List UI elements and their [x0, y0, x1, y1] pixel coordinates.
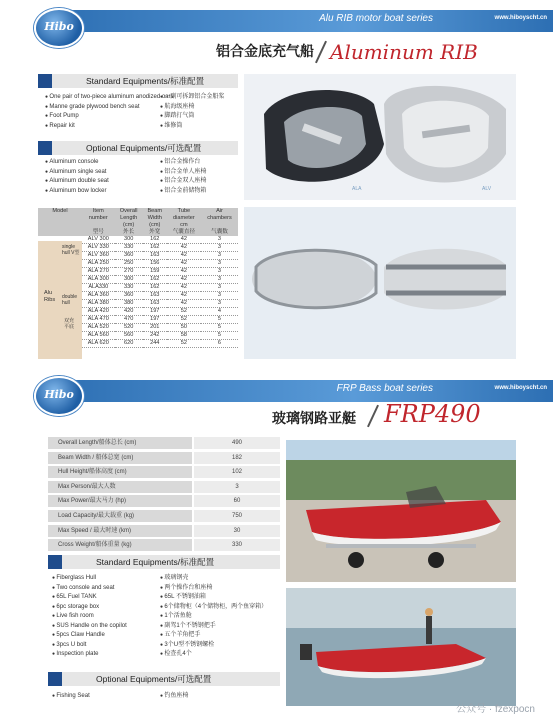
list-item: ● 铝合金单人座椅	[160, 168, 206, 178]
table-cell: ALA 250	[82, 260, 115, 268]
table-header-cell: cm	[167, 222, 201, 229]
table-row	[38, 332, 238, 340]
table-header-cell: 气囊数	[201, 229, 238, 236]
list-item: ● 航海级座椅	[160, 103, 224, 113]
table-cell: 5	[201, 316, 238, 324]
table-header-cell: Beam	[143, 208, 167, 215]
optional-equipment-list-en	[45, 158, 109, 196]
table-cell-spacer	[38, 300, 82, 308]
series-title: Alu RIB motor boat series	[319, 13, 433, 24]
list-item: ● Live fish room	[52, 612, 127, 622]
table-header-cell: Width	[143, 215, 167, 222]
table-row	[38, 276, 238, 284]
table-row	[38, 316, 238, 324]
table-cell: ALA 380	[82, 300, 115, 308]
table-cell: 163	[143, 292, 167, 300]
spec-label: Max Power/最大马力 (hp)	[48, 495, 192, 507]
table-cell: ALA330	[82, 284, 115, 292]
table-cell: 3	[201, 284, 238, 292]
table-header-row	[38, 215, 238, 222]
table-cell: 42	[167, 260, 201, 268]
list-item: ● 钓鱼座椅	[160, 692, 188, 702]
list-item: ● Aluminum console	[45, 158, 109, 168]
standard-equipment-list-cn	[160, 93, 224, 131]
table-header-cell: Length	[115, 215, 143, 222]
standard-equipment-header: Standard Equipments/标准配置	[38, 74, 238, 88]
table-row	[38, 324, 238, 332]
table-cell: ALA 560	[82, 332, 115, 340]
table-cell: 162	[143, 276, 167, 284]
table-cell-spacer	[38, 252, 82, 260]
list-item: ● 65L 不锈钢油箱	[160, 593, 267, 603]
spec-value: 330	[194, 539, 280, 551]
table-cell: 163	[143, 252, 167, 260]
table-header-cell: Item	[82, 208, 115, 215]
table-cell: 470	[115, 316, 143, 324]
table-header-cell: diameter	[167, 215, 201, 222]
list-item: ● 1个活鱼舱	[160, 612, 267, 622]
table-cell: 242	[143, 332, 167, 340]
table-row	[38, 308, 238, 316]
frp-boat-trailer-photo	[286, 440, 516, 582]
table-cell: 520	[115, 324, 143, 332]
spec-value: 490	[194, 437, 280, 449]
table-row	[38, 340, 238, 348]
hibo-logo: Hibo	[34, 376, 84, 416]
list-item: ● Aluminum double seat	[45, 177, 109, 187]
table-cell: ALA 270	[82, 268, 115, 276]
list-item: ● Inspection plate	[52, 650, 127, 660]
table-row	[38, 300, 238, 308]
table-cell: 162	[143, 284, 167, 292]
table-cell: 52	[167, 340, 201, 348]
table-cell: ALA 620	[82, 340, 115, 348]
table-header-cell: 型号	[82, 229, 115, 236]
list-item: ● 6pc storage box	[52, 603, 127, 613]
table-cell: ALV 300	[82, 236, 115, 244]
table-header-cell	[82, 222, 115, 229]
spec-label: Cross Weight/船体重量 (kg)	[48, 539, 192, 551]
table-cell: 3	[201, 236, 238, 244]
table-cell: 42	[167, 268, 201, 276]
list-item: ● 检查孔4个	[160, 650, 267, 660]
table-cell: 58	[167, 332, 201, 340]
table-header-cell	[38, 229, 82, 236]
table-header-cell	[201, 222, 238, 229]
table-cell: 42	[167, 236, 201, 244]
table-header-cell: Air	[201, 208, 238, 215]
frp-boat-water-photo	[286, 588, 516, 706]
table-cell: 50	[167, 324, 201, 332]
table-row	[38, 284, 238, 292]
spec-row	[48, 525, 280, 537]
spec-value: 30	[194, 525, 280, 537]
standard-equipment-list-cn	[160, 574, 267, 660]
list-item: ● Aluminum single seat	[45, 168, 109, 178]
spec-label: Max Speed / 最大时速 (km)	[48, 525, 192, 537]
table-cell: 197	[143, 316, 167, 324]
standard-equipment-list-en	[45, 93, 174, 131]
list-item: ● Repair kit	[45, 122, 174, 132]
table-cell: 250	[115, 260, 143, 268]
table-cell: ALA 520	[82, 324, 115, 332]
table-header-cell: 外长	[115, 229, 143, 236]
sub-label-single: single hull V型	[62, 244, 80, 256]
list-item: ● 3个U型不锈钢螺栓	[160, 641, 267, 651]
list-item: ● 铝合金前储物箱	[160, 187, 206, 197]
spec-value: 3	[194, 481, 280, 493]
table-cell: 162	[143, 236, 167, 244]
banner-bar	[55, 380, 553, 402]
table-cell: 560	[115, 332, 143, 340]
table-cell: 52	[167, 308, 201, 316]
series-title: FRP Bass boat series	[336, 383, 433, 394]
standard-equipment-header: Standard Equipments/标准配置	[48, 555, 280, 569]
table-row	[38, 268, 238, 276]
table-header-cell: 气囊直径	[167, 229, 201, 236]
table-cell-spacer	[38, 236, 82, 244]
table-cell: 156	[143, 260, 167, 268]
table-cell: 4	[201, 308, 238, 316]
spec-row	[48, 539, 280, 551]
list-item: ● 副驾1个不锈钢把手	[160, 622, 267, 632]
table-cell-spacer	[38, 316, 82, 324]
table-cell: ALA 470	[82, 316, 115, 324]
table-cell: 3	[201, 292, 238, 300]
product-title-en: FRP490	[384, 400, 481, 428]
list-item: ● 两个操作台和座椅	[160, 584, 267, 594]
table-cell: 42	[167, 284, 201, 292]
website-url: www.hiboyscht.cn	[494, 385, 547, 391]
product-title-cn: 玻璃钢路亚艇	[272, 410, 356, 426]
product-title-en: Aluminum RIB	[330, 40, 478, 64]
table-cell: 42	[167, 252, 201, 260]
list-item: ● Foot Pump	[45, 112, 174, 122]
list-item: ● 五个羊角把手	[160, 631, 267, 641]
table-cell: 270	[115, 268, 143, 276]
standard-equipment-list-en	[52, 574, 127, 660]
table-cell: 620	[115, 340, 143, 348]
list-item: ● 脚踏打气筒	[160, 112, 224, 122]
table-cell: ALV 360	[82, 252, 115, 260]
table-cell: 6	[201, 340, 238, 348]
list-item: ● Fiberglass Hull	[52, 574, 127, 584]
list-item: ● 3pcs U bolt	[52, 641, 127, 651]
list-item: ● 6个储物柜（4个储物柜，两个鱼穿箱）	[160, 603, 267, 613]
title-divider	[315, 41, 327, 64]
rib-boats-photo	[244, 74, 516, 200]
table-row	[38, 252, 238, 260]
list-item: ● 维修筒	[160, 122, 224, 132]
table-cell: 380	[115, 300, 143, 308]
table-header-row	[38, 222, 238, 229]
list-item: ● Aluminum bow locker	[45, 187, 109, 197]
table-cell-spacer	[38, 340, 82, 348]
table-cell: 42	[167, 244, 201, 252]
table-header-cell: Model	[38, 208, 82, 215]
table-cell: 5	[201, 332, 238, 340]
table-cell: 300	[115, 236, 143, 244]
table-cell-spacer	[38, 324, 82, 332]
table-cell: 3	[201, 268, 238, 276]
table-cell: 201	[143, 324, 167, 332]
spec-value: 60	[194, 495, 280, 507]
table-cell-spacer	[38, 244, 82, 252]
spec-label: Hull Height/船体高度 (cm)	[48, 466, 192, 478]
table-header-row	[38, 208, 238, 215]
table-cell: 162	[143, 244, 167, 252]
table-header-cell	[38, 215, 82, 222]
list-item: ● Two console and seat	[52, 584, 127, 594]
table-header-cell: number	[82, 215, 115, 222]
sub-label-flat: 双充 平底	[64, 318, 75, 330]
sub-label-double: double hull	[62, 294, 78, 306]
spec-row	[48, 437, 280, 449]
list-item: ● 5pcs Claw Handle	[52, 631, 127, 641]
group-label: Alu Ribs	[44, 290, 56, 303]
table-cell: 330	[115, 244, 143, 252]
spec-row	[48, 495, 280, 507]
table-cell: ALV 330	[82, 244, 115, 252]
table-cell: 300	[115, 276, 143, 284]
table-cell-spacer	[38, 276, 82, 284]
table-header-cell	[38, 222, 82, 229]
table-cell-spacer	[38, 308, 82, 316]
table-header-cell: Overall	[115, 208, 143, 215]
table-header-cell: (cm)	[143, 222, 167, 229]
spec-row	[48, 452, 280, 464]
list-item: ● 铝合金双人座椅	[160, 177, 206, 187]
list-item: ● Manne grade plywood bench seat	[45, 103, 174, 113]
optional-equipment-header: Optional Equipments/可选配置	[38, 141, 238, 155]
spec-value: 750	[194, 510, 280, 522]
optional-equipment-list-cn	[160, 158, 206, 196]
table-cell: 3	[201, 244, 238, 252]
table-cell: 360	[115, 292, 143, 300]
caption-ala: ALA	[352, 186, 362, 192]
hibo-logo: Hibo	[34, 8, 84, 48]
table-header-cell: Tube	[167, 208, 201, 215]
table-cell: 360	[115, 252, 143, 260]
list-item: ● One pair of two-piece aluminum anodized oars	[45, 93, 174, 103]
table-cell-spacer	[38, 260, 82, 268]
rib-hull-photo	[244, 207, 516, 359]
spec-row	[48, 510, 280, 522]
spec-value: 102	[194, 466, 280, 478]
optional-equipment-header: Optional Equipments/可选配置	[48, 672, 280, 686]
spec-row	[48, 481, 280, 493]
table-cell: ALA 420	[82, 308, 115, 316]
list-item: ● 65L Fuel TANK	[52, 593, 127, 603]
spec-label: Beam Width / 船体总宽 (cm)	[48, 452, 192, 464]
table-cell: 420	[115, 308, 143, 316]
table-cell: 3	[201, 252, 238, 260]
spec-label: Max Person/最大人数	[48, 481, 192, 493]
table-cell: 5	[201, 324, 238, 332]
list-item: ● Fishing Seat	[52, 692, 90, 702]
table-cell-spacer	[38, 284, 82, 292]
website-url: www.hiboyscht.cn	[494, 15, 547, 21]
table-row	[38, 292, 238, 300]
spec-label: Overall Length/船体总长 (cm)	[48, 437, 192, 449]
table-row	[38, 236, 238, 244]
table-cell: 42	[167, 276, 201, 284]
list-item: ● 一副可拆卸铝合金船桨	[160, 93, 224, 103]
table-cell: 3	[201, 260, 238, 268]
table-cell: 52	[167, 316, 201, 324]
table-cell-spacer	[38, 268, 82, 276]
table-row	[38, 244, 238, 252]
watermark: 公众号 · fzexpocn	[456, 704, 535, 715]
list-item: ● 玻璃钢壳	[160, 574, 267, 584]
spec-row	[48, 466, 280, 478]
table-cell: 3	[201, 300, 238, 308]
table-cell: 42	[167, 292, 201, 300]
banner-bar	[55, 10, 553, 32]
table-cell: 3	[201, 276, 238, 284]
table-cell: 42	[167, 300, 201, 308]
table-header-cell: chambers	[201, 215, 238, 222]
optional-equipment-list-cn	[160, 692, 188, 702]
caption-alv: ALV	[482, 186, 492, 192]
optional-equipment-list-en	[52, 692, 90, 702]
table-cell-spacer	[38, 332, 82, 340]
table-cell: 159	[143, 268, 167, 276]
table-header-cell: (cm)	[115, 222, 143, 229]
table-header-cell: 外宽	[143, 229, 167, 236]
table-header-row	[38, 229, 238, 236]
table-cell-spacer	[38, 292, 82, 300]
table-cell: 163	[143, 300, 167, 308]
spec-value: 182	[194, 452, 280, 464]
product-title-cn: 铝合金底充气船	[216, 43, 314, 59]
list-item: ● 铝合金操作台	[160, 158, 206, 168]
table-cell: 244	[143, 340, 167, 348]
spec-label: Load Capacity/最大载重 (kg)	[48, 510, 192, 522]
spec-table	[38, 208, 238, 348]
table-cell: ALA 360	[82, 292, 115, 300]
list-item: ● SUS Handle on the copilot	[52, 622, 127, 632]
table-cell: 197	[143, 308, 167, 316]
table-row	[38, 260, 238, 268]
table-cell: ALA 300	[82, 276, 115, 284]
table-cell: 330	[115, 284, 143, 292]
